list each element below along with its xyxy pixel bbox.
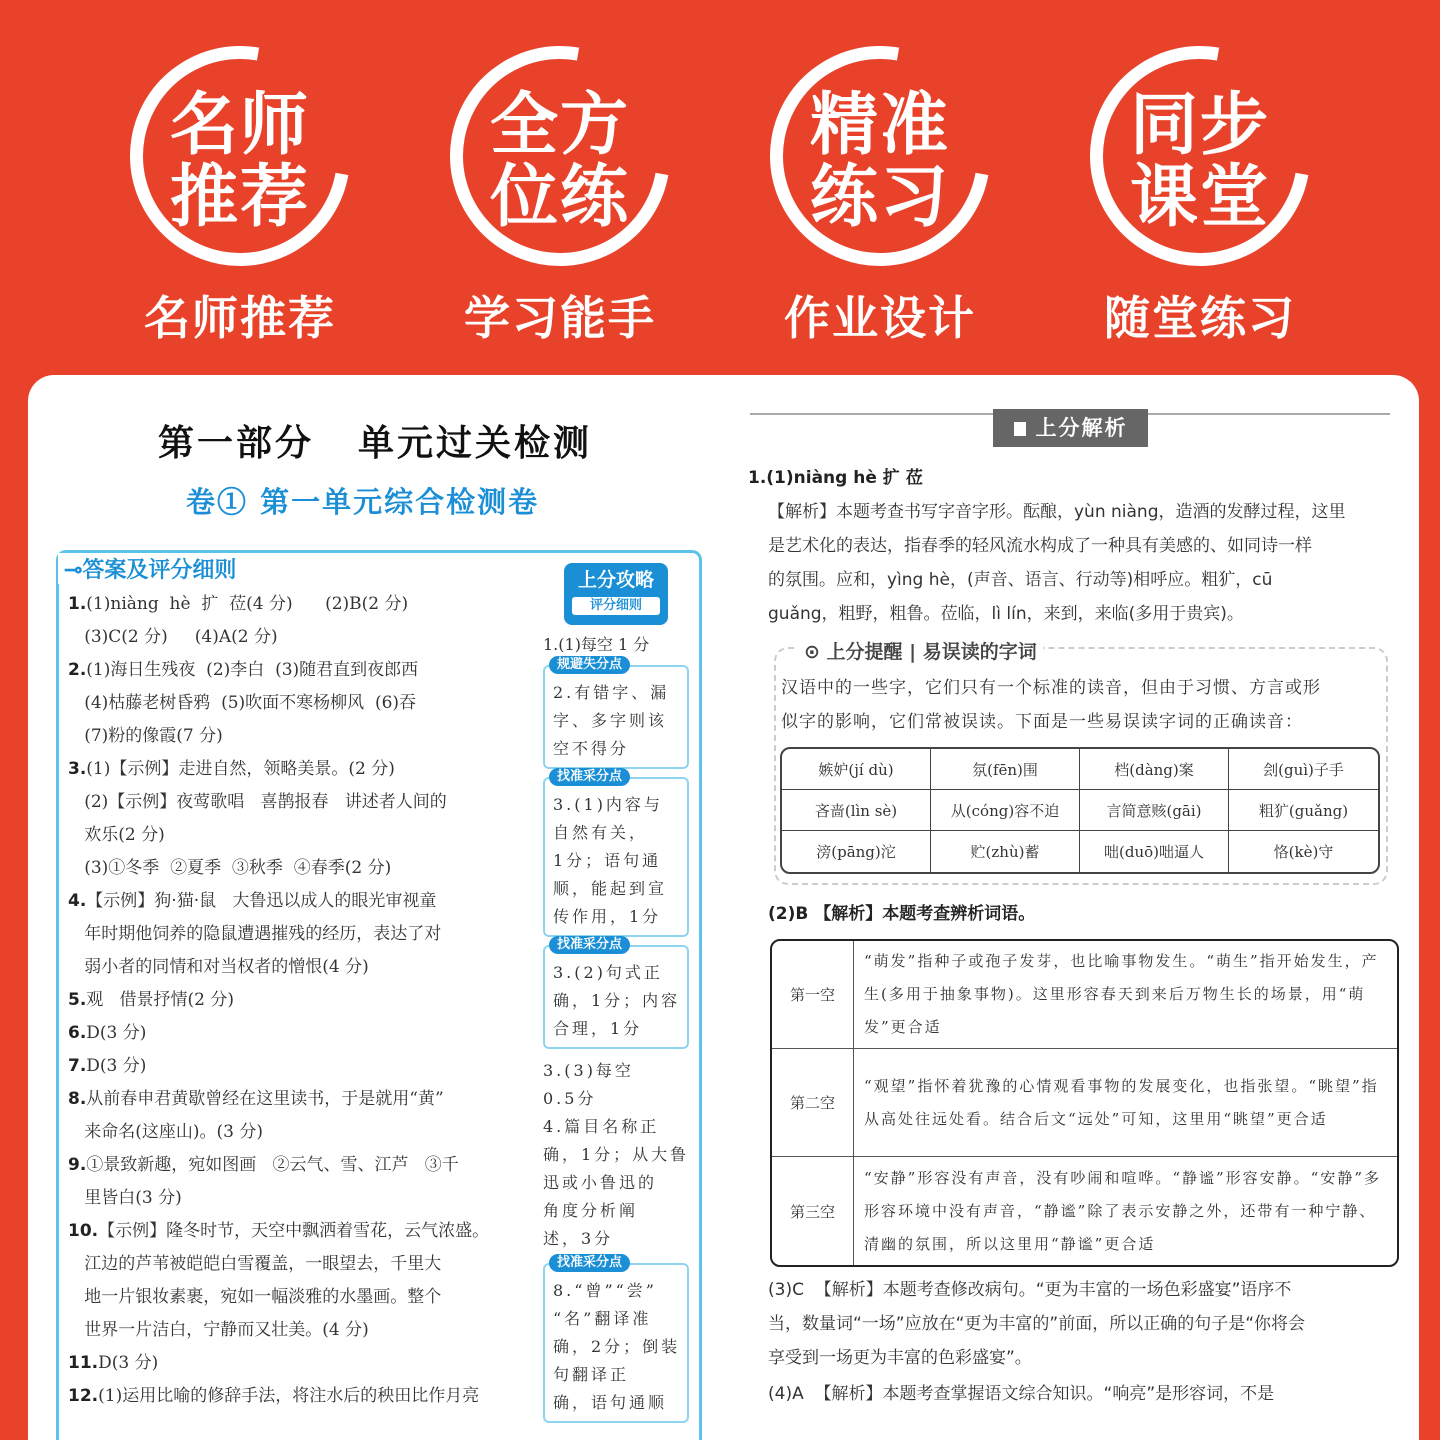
text-line: 确，语句通顺 <box>553 1393 668 1412</box>
text-line: 4.篇目名称正 <box>543 1117 660 1136</box>
text-line: 2.有错字、漏 <box>553 683 670 702</box>
answer-line <box>68 984 538 1017</box>
answer-text: 来命名(这座山)。(3 分) <box>68 1122 263 1142</box>
answer-text: 【示例】隆冬时节，天空中飘洒着雪花，云气浓盛。 <box>98 1221 490 1241</box>
exam-subtitle: 卷① 第一单元综合检测卷 <box>186 485 540 519</box>
answer-text: (7)粉的像霞(7 分) <box>68 726 223 746</box>
answer-text: 欢乐(2 分) <box>68 825 165 845</box>
answer-line <box>68 720 538 753</box>
compare-label: 第三空 <box>772 1157 854 1265</box>
answer-line <box>68 1017 538 1050</box>
tip-tag: 找准采分点 <box>549 1254 630 1272</box>
answer-text: D(3 分) <box>98 1353 159 1373</box>
text-line: guǎng，粗野，粗鲁。莅临，lì lín，来到，来临(多用于贵宾)。 <box>768 604 1244 624</box>
answer-line <box>68 852 538 885</box>
answer-text: (2)【示例】夜莺歌唱 喜鹊报春 讲述者人间的 <box>68 792 447 812</box>
word-cell: 贮(zhù)蓄 <box>931 831 1080 872</box>
answer-number: 8. <box>68 1089 87 1109</box>
word-cell: 吝啬(lìn sè) <box>782 790 931 831</box>
word-cell: 氛(fēn)围 <box>931 749 1080 790</box>
answer-text: (1)海日生残夜 (2)李白 (3)随君直到夜郎西 <box>86 660 419 680</box>
compare-text: “观望”指怀着犹豫的心情观看事物的发展变化，也指张望。“眺望”指从高处往远处看。结合后文“远处”可知，这里用“眺望”更合适 <box>854 1049 1397 1157</box>
answer-line <box>68 588 538 621</box>
answer-text: (3)①冬季 ②夏季 ③秋季 ④春季(2 分) <box>68 858 392 878</box>
tip-lines <box>553 791 681 931</box>
word-row <box>782 790 1378 831</box>
answer-text: (4)枯藤老树昏鸦 (5)吹面不寒杨柳风 (6)吞 <box>68 693 417 713</box>
feature-circle-text: 名师 推荐 <box>169 86 310 237</box>
tip-box <box>543 937 689 1049</box>
text-line: 的氛围。应和，yìng hè，(声音、语言、行动等)相呼应。粗犷，cū <box>768 570 1273 590</box>
compare-label: 第二空 <box>772 1049 854 1157</box>
compare-text: “萌发”指种子或孢子发芽，也比喻事物发生。“萌生”指开始发生，产生(多用于抽象事物)。这里形容春天到来后万物生长的场景，用“萌发”更合适 <box>854 941 1397 1049</box>
word-cell: 嫉妒(jí dù) <box>782 749 931 790</box>
answer-text: D(3 分) <box>86 1023 147 1043</box>
answer-text: 世界一片洁白，宁静而又壮美。(4 分) <box>68 1320 369 1340</box>
tip-tag: 找准采分点 <box>549 768 630 786</box>
answer-line <box>68 687 538 720</box>
answer-number: 2. <box>68 660 87 680</box>
word-cell: 从(cóng)容不迫 <box>931 790 1080 831</box>
feature-1 <box>80 0 400 360</box>
tip-tag: 找准采分点 <box>549 936 630 954</box>
answer-number: 5. <box>68 990 87 1010</box>
answer-text: (3)C(2 分) (4)A(2 分) <box>68 627 278 647</box>
text-line: 传作用，1分 <box>553 907 662 926</box>
answer-text: D(3 分) <box>86 1056 147 1076</box>
word-cell: 咄(duō)咄逼人 <box>1080 831 1229 872</box>
book-spread <box>28 375 1419 1440</box>
feature-caption: 学习能手 <box>464 291 656 345</box>
answer-text: 弱小者的同情和对当权者的憎恨(4 分) <box>68 957 369 977</box>
tip-lines <box>553 959 681 1043</box>
text-line: 【解析】本题考查书写字音字形。酝酿，yùn niàng，造酒的发酵过程，这里 <box>768 502 1346 522</box>
side-plain-notes <box>543 1057 689 1253</box>
feature-2 <box>400 0 720 360</box>
answer-number: 9. <box>68 1155 87 1175</box>
answer-text: 江边的芦苇被皑皑白雪覆盖，一眼望去，千里大 <box>68 1254 442 1274</box>
compare-row <box>772 1157 1397 1265</box>
answer-line <box>68 951 538 984</box>
text-line: 述，3分 <box>543 1229 614 1248</box>
feature-caption: 名师推荐 <box>144 291 336 345</box>
word-cell: 档(dàng)案 <box>1080 749 1229 790</box>
text-line: 8.“曾”“尝” <box>553 1281 657 1300</box>
tip-box <box>543 769 689 937</box>
answer-number: 1. <box>68 594 87 614</box>
tip-box <box>543 657 689 769</box>
answer-line <box>68 1050 538 1083</box>
answer-line <box>68 1116 538 1149</box>
feature-circle-text: 精准 练习 <box>809 86 950 237</box>
text-line: 字、多字则该 <box>553 711 668 730</box>
tip-lines <box>553 679 681 763</box>
remind-heading: ⊙ 上分提醒 | 易误读的字词 <box>798 637 1043 664</box>
text-line: 是艺术化的表达，指春季的轻风流水构成了一种具有美感的、如同诗一样 <box>768 536 1312 556</box>
answer-number: 4. <box>68 891 87 911</box>
feature-4 <box>1040 0 1360 360</box>
answer-number: 3. <box>68 759 87 779</box>
answer-number: 6. <box>68 1023 87 1043</box>
answer-line <box>68 1083 538 1116</box>
compare-row <box>772 941 1397 1049</box>
text-line: 享受到一场更为丰富的色彩盛宴”。 <box>768 1348 1032 1368</box>
feature-circle-text: 同步 课堂 <box>1129 86 1270 237</box>
word-cell: 刽(guì)子手 <box>1229 749 1378 790</box>
text-line: 似字的影响，它们常被误读。下面是一些易误读字词的正确读音： <box>781 712 1303 732</box>
compare-text: “安静”形容没有声音，没有吵闹和喧哗。“静谧”形容安静。“安静”多形容环境中没有声音，“静谧”除了表示安静之外，还带有一种宁静、清幽的氛围，所以这里用“静谧”更合适 <box>864 1168 1382 1253</box>
answer-line <box>68 1149 538 1182</box>
text-line: 3.(2)句式正 <box>553 963 663 982</box>
word-cell: 恪(kè)守 <box>1273 843 1334 861</box>
answer-line <box>68 621 538 654</box>
feature-circle-text: 全方 位练 <box>489 86 630 237</box>
tip-box <box>543 1255 689 1423</box>
word-row <box>782 831 1378 872</box>
answer-text: (1)niàng hè 扩 莅(4 分) (2)B(2 分) <box>86 594 409 614</box>
side-note: 1.(1)每空 1 分 <box>543 635 650 654</box>
compare-row <box>772 1049 1397 1157</box>
strategy-badge: 上分攻略 评分细则 <box>564 563 668 625</box>
answer-text: 【示例】狗·猫·鼠 大鲁迅以成人的眼光审视童 <box>86 891 437 911</box>
scoring-sidebar <box>543 563 689 1431</box>
text-line: 确，1分；内容 <box>553 991 681 1010</box>
text-line: 迅或小鲁迅的 <box>543 1173 658 1192</box>
word-cell: 滂(pāng)沱 <box>782 831 931 872</box>
text-line: (3)C 【解析】本题考查修改病句。“更为丰富的一场色彩盛宴”语序不 <box>768 1280 1292 1300</box>
tip-lines <box>553 1277 681 1417</box>
text-line: 句翻译正 <box>553 1365 630 1384</box>
answer-number: 11. <box>68 1353 99 1373</box>
answer-number: 12. <box>68 1386 99 1406</box>
answer-line <box>68 1347 538 1380</box>
text-line: 角度分析阐 <box>543 1201 639 1220</box>
answer-number: 7. <box>68 1056 87 1076</box>
text-line: 合理，1分 <box>553 1019 643 1038</box>
text-line: 当，数量词“一场”应放在“更为丰富的”前面，所以正确的句子是“你将会 <box>768 1314 1306 1334</box>
answer-text: 从前春申君黄歇曾经在这里读书，于是就用“黄” <box>86 1089 444 1109</box>
answer-line <box>68 1380 538 1413</box>
misread-word-table <box>780 747 1380 874</box>
q1-answer: 1.(1)niàng hè 扩 莅 <box>748 468 923 488</box>
answer-number: 10. <box>68 1221 99 1241</box>
word-cell: 粗犷(guǎng) <box>1229 790 1378 831</box>
feature-3 <box>720 0 1040 360</box>
text-line: 汉语中的一些字，它们只有一个标准的读音，但由于习惯、方言或形 <box>781 678 1321 698</box>
answer-line <box>68 1314 538 1347</box>
word-cell: 言简意赅(gāi) <box>1080 790 1229 831</box>
text-line: 自然有关， <box>553 823 649 842</box>
answer-text: 年时期他饲养的隐鼠遭遇摧残的经历，表达了对 <box>68 924 442 944</box>
part-title: 第一部分 单元过关检测 <box>158 423 593 464</box>
word-compare-table <box>770 939 1399 1267</box>
compare-label: 第一空 <box>772 941 854 1049</box>
answer-line <box>68 1281 538 1314</box>
answer-text: 地一片银妆素裹，宛如一幅淡雅的水墨画。整个 <box>68 1287 442 1307</box>
q1-analysis <box>768 495 1408 631</box>
text-line: 1分；语句通 <box>553 851 662 870</box>
text-line: 0.5分 <box>543 1089 597 1108</box>
text-line: 确，2分；倒装 <box>553 1337 681 1356</box>
analysis-heading: 上分解析 <box>993 409 1148 447</box>
answer-text: 里皆白(3 分) <box>68 1188 182 1208</box>
answer-text: ①景致新趣，宛如图画 ②云气、雪、江芦 ③千 <box>86 1155 459 1175</box>
word-row <box>782 749 1378 790</box>
remind-text <box>781 671 1381 739</box>
answer-line <box>68 885 538 918</box>
text-line: 空不得分 <box>553 739 630 758</box>
answer-line <box>68 918 538 951</box>
answer-line <box>68 786 538 819</box>
q4-answer: (4)A 【解析】本题考查掌握语文综合知识。“响亮”是形容词，不是 <box>768 1384 1275 1404</box>
answer-line <box>68 1215 538 1248</box>
answer-list <box>68 588 538 1413</box>
answer-line <box>68 1248 538 1281</box>
answer-line <box>68 819 538 852</box>
text-line: 3.(1)内容与 <box>553 795 663 814</box>
q2-answer: (2)B 【解析】本题考查辨析词语。 <box>768 904 1036 924</box>
answer-text: 观 借景抒情(2 分) <box>86 990 234 1010</box>
answers-heading: ⊸答案及评分细则 <box>58 553 242 584</box>
answer-text: (1)运用比喻的修辞手法，将注水后的秧田比作月亮 <box>98 1386 480 1406</box>
tip-tag: 规避失分点 <box>549 656 630 674</box>
answer-text: (1)【示例】走进自然，领略美景。(2 分) <box>86 759 395 779</box>
answer-line <box>68 1182 538 1215</box>
q3-answer <box>768 1273 1408 1375</box>
text-line: “名”翻译准 <box>553 1309 652 1328</box>
text-line: 3.(3)每空 <box>543 1061 634 1080</box>
text-line: 确，1分；从大鲁 <box>543 1145 690 1164</box>
answer-line <box>68 753 538 786</box>
feature-caption: 作业设计 <box>784 291 976 345</box>
text-line: 顺，能起到宣 <box>553 879 668 898</box>
feature-caption: 随堂练习 <box>1104 291 1296 345</box>
answer-line <box>68 654 538 687</box>
